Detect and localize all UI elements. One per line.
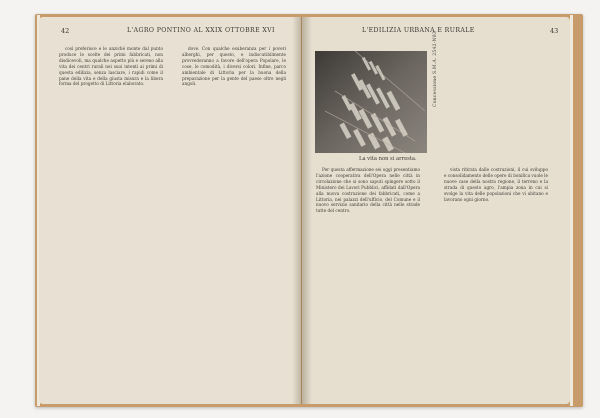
aerial-photo	[315, 51, 427, 153]
text-column-1	[59, 46, 163, 87]
paragraph: vista ritirata dalle costruzioni, il cui sviluppo e consolidamento delle opere di bonifica vuole le nuove case della nostra regione, il terreno e la strada di questo agro, l'ampia zona in cui si svolge la vita delle popolazioni che vi abitano e lavorano ogni giorno.	[444, 167, 548, 202]
running-header: L'AGRO PONTINO AL XXIX OTTOBRE XVI	[127, 27, 275, 34]
running-header: L'EDILIZIA URBANA E RURALE	[362, 27, 475, 34]
text-column-2	[182, 46, 286, 87]
text-column-2	[444, 167, 548, 202]
section-title: La vita non si arresta.	[359, 156, 417, 162]
text-column-1	[316, 167, 420, 214]
right-page-edge	[570, 15, 573, 406]
paragraph: Per questa affermazione sei oggi presentiamo l'azione cooperativa dell'Opera nelle città in circolazione che si sono saputi spingere sotto il Ministero dei Lavori Pubblici, affidati dall'Opera alla nuova costruzione dei fabbricati, come a Littoria, nei palazzi dell'ufficio, del Comune e il nuovo servizio sanitario della città nelle strade tutte del centro.	[316, 167, 420, 214]
paragraph: dove. Con qualche esuberanza per i poveri alberghi, per questo, e indiscutibilmente provvederanno a favore dell'opera Popolare, le cose, le comodità, i diversi colori. Infine, parco ambientale di Littoria per la buona della preparazione per la gente del paese oltre negli angoli.	[182, 46, 286, 87]
photo-caption: Concessione S.M.A. 2542-N83	[433, 31, 438, 107]
left-page	[39, 17, 301, 404]
page-number: 42	[61, 27, 70, 35]
page-number: 43	[550, 27, 559, 35]
paragraph: così preferisce e le anziché monte dal punto produce le scelte dei primi fabbricati, non disdicevoli, ma qualche aspetto più e sereno alla vita dei centri rurali nei suoi intenti ai primi di questa edilizia, senza lasciare, i rapidi come il pane della vita e della giusta misura e la libera forma del progetto di Littoria elaborato.	[59, 46, 163, 87]
book-gutter	[292, 17, 312, 404]
aerial-photo-image	[315, 51, 427, 153]
right-page	[302, 17, 570, 404]
